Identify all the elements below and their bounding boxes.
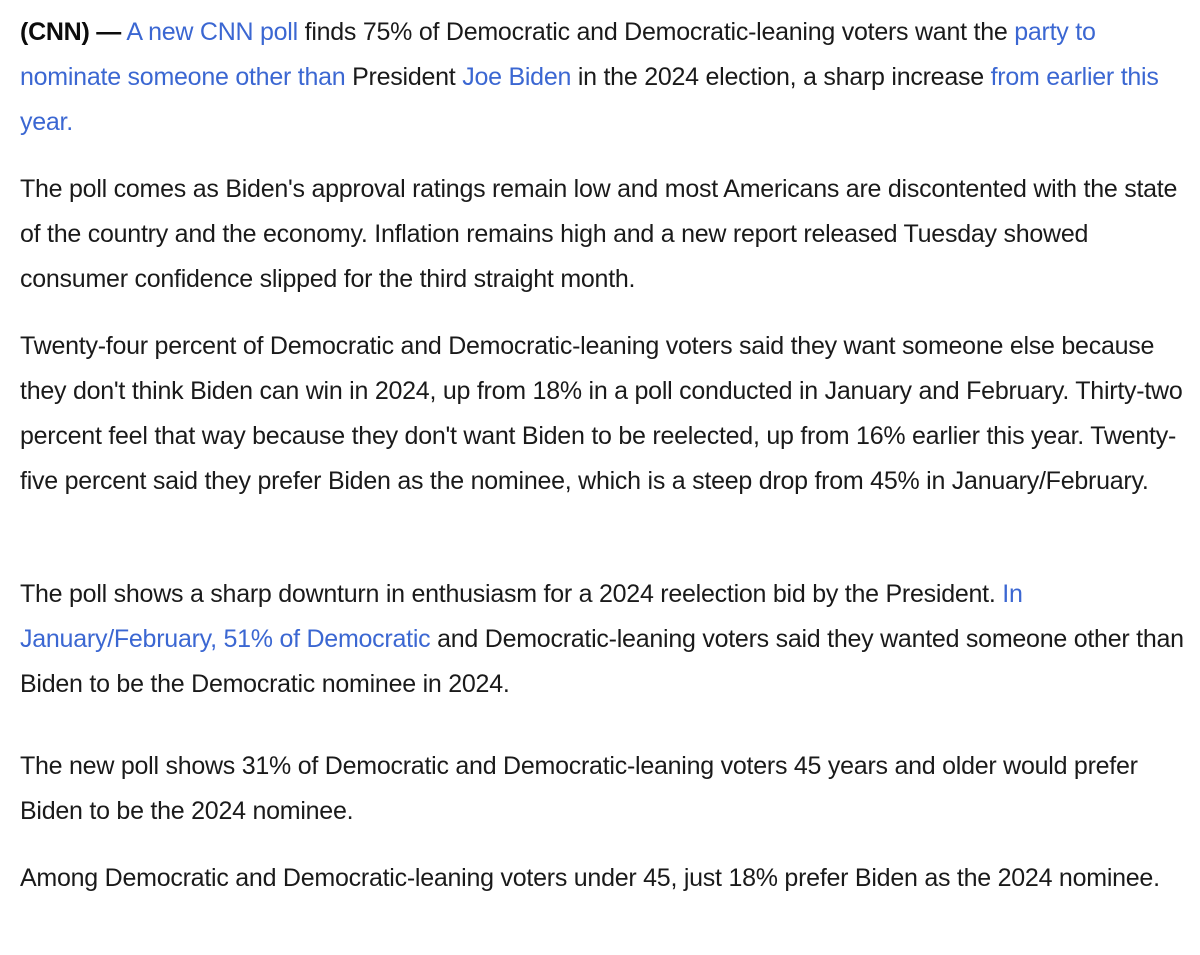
link-january-february-poll[interactable]: In January/February, 51% of Democratic	[20, 580, 1023, 653]
lede-text-3: in the 2024 election, a sharp increase	[571, 63, 991, 91]
dateline: (CNN) —	[20, 18, 122, 46]
link-from-earlier-this-year[interactable]: from earlier this year.	[20, 63, 1159, 136]
paragraph-younger-voters: Among Democratic and Democratic-leaning voters under 45, just 18% prefer Biden as the 2024 nominee.	[20, 864, 1160, 892]
enthusiasm-text-2: and Democratic-leaning voters said they wanted someone other than Biden to be the Democratic nominee in 2024.	[20, 625, 1184, 698]
paragraph-lede	[20, 10, 1186, 145]
lede-text-1: finds 75% of Democratic and Democratic-leaning voters want the	[297, 18, 1015, 46]
enthusiasm-text-1: The poll shows a sharp downturn in enthusiasm for a 2024 reelection bid by the President.	[20, 580, 1003, 608]
link-new-cnn-poll[interactable]: A new CNN poll	[126, 18, 298, 46]
lede-text-2: President	[345, 63, 463, 91]
paragraph-enthusiasm-downturn	[20, 572, 1186, 707]
paragraph-older-voters: The new poll shows 31% of Democratic and Democratic-leaning voters 45 years and older would prefer Biden to be the 2024 nominee.	[20, 752, 1138, 825]
link-joe-biden[interactable]: Joe Biden	[462, 63, 572, 91]
paragraph-poll-breakdown: Twenty-four percent of Democratic and Democratic-leaning voters said they want someone else because they don't think Biden can win in 2024, up from 18% in a poll conducted in January and February. Thirty-two percent feel that way because they don't want Biden to be reelected, up from 16% earlier this year. Twenty-five percent said they prefer Biden as the nominee, which is a steep drop from 45% in January/February.	[20, 332, 1183, 495]
paragraph-approval-ratings: The poll comes as Biden's approval ratings remain low and most Americans are discontented with the state of the country and the economy. Inflation remains high and a new report released Tuesday showed consumer confidence slipped for the third straight month.	[20, 175, 1178, 293]
link-party-nominate-someone-else[interactable]: party to nominate someone other than	[20, 18, 1096, 91]
